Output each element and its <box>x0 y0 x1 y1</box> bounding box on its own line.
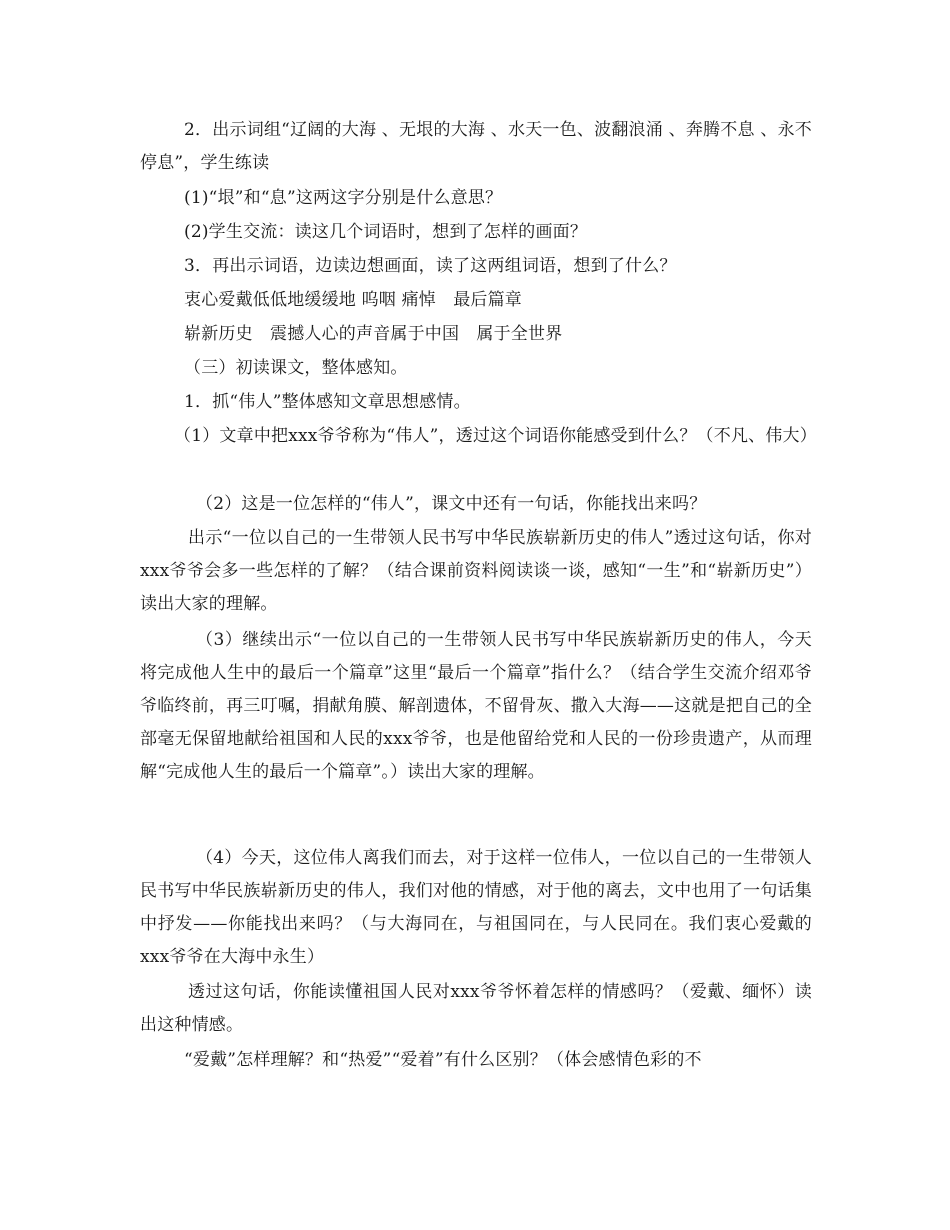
paragraph-6: 崭新历史 震撼人心的声音属于中国 属于全世界 <box>184 324 563 344</box>
paragraph-5: 衷心爱戴低低地缓缓地 呜咽 痛悼 最后篇章 <box>184 290 523 310</box>
paragraph-13: （4）今天，这位伟人离我们而去，对于这样一位伟人，一位以自己的一生带领人民书写中华民族崭新历史的伟人，我们对他的情感，对于他的离去，文中也用了一句话集中抒发——你能找出来吗？（与大海同在，与祖国同在，与人民同在。我们衷心爱戴的xxx爷爷在大海中永生） <box>140 848 812 967</box>
paragraph-14: 透过这句话，你能读懂祖国人民对xxx爷爷怀着怎样的情感吗？（爱戴、缅怀）读出这种情感。 <box>140 982 812 1035</box>
paragraph-15: “爱戴”怎样理解？和“热爱”“爱着”有什么区别？（体会感情色彩的不 <box>184 1050 702 1070</box>
paragraph-9: （1）文章中把xxx爷爷称为“伟人”，透过这个词语你能感受到什么？（不凡、伟大） <box>174 426 817 446</box>
paragraph-3: (2)学生交流：读这几个词语时，想到了怎样的画面？ <box>184 222 588 242</box>
paragraph-11: 出示“一位以自己的一生带领人民书写中华民族崭新历史的伟人”透过这句话，你对xxx爷爷会多一些怎样的了解？（结合课前资料阅读谈一谈，感知“一生”和“崭新历史”）读出大家的理解。 <box>140 528 812 614</box>
paragraph-12: （3）继续出示“一位以自己的一生带领人民书写中华民族崭新历史的伟人，今天将完成他人生中的最后一个篇章”这里“最后一个篇章”指什么？（结合学生交流介绍邓爷爷临终前，再三叮嘱，捐献角膜、解剖遗体，不留骨灰、撒入大海——这就是把自己的全部毫无保留地献给祖国和人民的xxx爷爷，也是他留给党和人民的一份珍贵遗产，从而理解“完成他人生的最后一个篇章”。）读出大家的理解。 <box>140 630 812 782</box>
paragraph-1: 2．出示词组“辽阔的大海 、无垠的大海 、水天一色、波翻浪涌 、奔腾不息 、永不停息”，学生练读 <box>140 120 812 173</box>
paragraph-8: 1．抓“伟人”整体感知文章思想感情。 <box>184 392 471 412</box>
paragraph-2: (1)“垠”和“息”这两这字分别是什么意思？ <box>184 188 503 208</box>
paragraph-4: 3．再出示词语，边读边想画面，读了这两组词语，想到了什么？ <box>184 256 677 276</box>
paragraph-10: （2）这是一位怎样的“伟人”，课文中还有一句话，你能找出来吗？ <box>196 494 707 514</box>
paragraph-7: （三）初读课文，整体感知。 <box>184 358 408 378</box>
